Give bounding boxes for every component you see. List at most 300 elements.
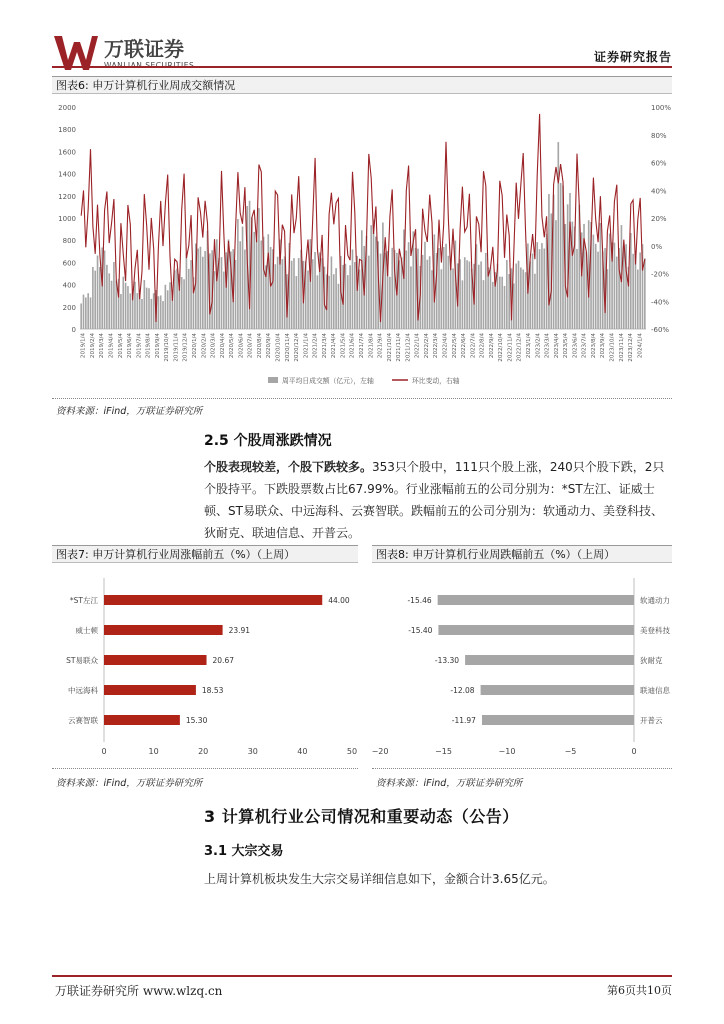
fig6-bar: [80, 303, 82, 329]
fig6-bar: [501, 277, 503, 329]
fig7-bar: [104, 655, 207, 665]
fig6-bar: [478, 265, 480, 329]
fig6-bar: [410, 266, 412, 329]
fig6-x-tick-label: 2021/7/4: [359, 333, 365, 359]
fig6-x-tick-label: 2023/2/4: [535, 333, 542, 359]
fig8-category-label: 联迪信息: [640, 686, 670, 695]
fig6-x-tick-label: 2019/5/4: [117, 333, 124, 359]
fig6-bar: [438, 248, 440, 329]
fig6-right-tick: -60%: [651, 326, 670, 334]
fig6-bar: [188, 269, 190, 329]
fig8-category-label: 开普云: [640, 716, 663, 725]
fig6-x-tick-label: 2023/8/4: [591, 333, 597, 359]
fig6-bar: [258, 208, 260, 329]
fig6-bar: [499, 277, 501, 329]
fig6-bar: [520, 267, 522, 329]
fig8-category-label: 软通动力: [640, 596, 670, 605]
fig6-bar: [557, 142, 559, 329]
fig7-bar: [104, 595, 322, 605]
fig6-bar: [373, 220, 375, 329]
section-2-5-line-2: 个股持平。下跌股票数占比67.99%。行业涨幅前五的公司分别为：*ST左江、证威士: [204, 482, 655, 496]
fig6-bar: [597, 252, 599, 329]
fig6-bar: [515, 264, 517, 329]
top-gainers-chart: [52, 566, 358, 762]
fig7-x-tick: 20: [198, 747, 209, 756]
fig8-value-label: -12.08: [450, 686, 475, 695]
fig6-x-tick-label: 2022/6/4: [461, 333, 468, 359]
fig6-bar: [136, 293, 138, 329]
fig6-bar: [106, 265, 108, 329]
fig6-bar: [333, 274, 335, 329]
fig6-bar: [169, 282, 171, 329]
fig6-right-tick: 0%: [651, 242, 663, 251]
fig6-bar: [576, 249, 578, 329]
fig6-bar: [94, 271, 96, 329]
fig6-x-tick-label: 2019/7/4: [136, 332, 143, 359]
fig6-left-tick: 0: [71, 326, 76, 334]
fig6-bar: [165, 285, 167, 329]
fig6-x-tick-label: 2019/6/4: [127, 332, 133, 359]
fig6-bar: [183, 279, 185, 329]
fig6-bar: [431, 270, 433, 329]
section-3-1-body: 上周计算机板块发生大宗交易详细信息如下，金额合计3.65亿元。: [204, 872, 555, 886]
fig6-divider: [52, 398, 672, 399]
fig6-bar: [345, 264, 347, 329]
fig8-category-label: 狄耐克: [640, 656, 663, 665]
fig6-bar: [312, 259, 314, 329]
top-losers-chart: [372, 566, 672, 762]
fig6-bar: [504, 286, 506, 329]
fig6-bar: [99, 267, 101, 329]
fig6-x-tick-label: 2022/3/4: [433, 332, 440, 359]
fig6-bar: [370, 225, 372, 329]
fig6-bar: [424, 242, 426, 329]
fig6-bar: [244, 250, 246, 329]
fig6-bar: [298, 258, 300, 329]
fig6-bar: [480, 261, 482, 329]
section-3-heading: 3 计算机行业公司情况和重要动态（公告）: [204, 807, 519, 826]
fig8-bar: [438, 595, 634, 605]
fig6-x-tick-label: 2024/1/4: [637, 333, 644, 359]
fig6-left-tick: 400: [62, 281, 76, 290]
fig8-value-label: -11.97: [451, 716, 476, 725]
fig6-bar: [260, 241, 262, 329]
fig6-bar: [536, 242, 538, 329]
fig6-bar: [405, 251, 407, 329]
fig6-bar: [176, 269, 178, 329]
fig6-bar: [239, 241, 241, 329]
fig6-x-tick-label: 2021/8/4: [368, 333, 375, 359]
fig6-bar: [464, 257, 466, 329]
fig6-bar: [632, 254, 634, 329]
fig6-left-tick: 1800: [58, 126, 76, 135]
fig6-bar: [609, 233, 611, 329]
fig6-bar: [506, 260, 508, 329]
fig6-bar: [204, 251, 206, 329]
fig6-x-tick-label: 2020/7/4: [247, 333, 254, 359]
report-type-label: 证券研究报告: [593, 50, 672, 64]
section-2-5-line-1: [204, 456, 672, 478]
fig6-bar: [314, 252, 316, 329]
fig6-x-tick-label: 2022/11/4: [507, 333, 514, 362]
fig6-x-tick-label: 2019/4/4: [108, 333, 115, 359]
fig6-left-tick: 800: [62, 237, 76, 246]
fig6-x-tick-label: 2019/12/4: [182, 332, 189, 362]
fig6-x-tick-label: 2022/9/4: [488, 332, 495, 359]
fig6-bar: [197, 249, 199, 329]
fig6-bar: [85, 297, 87, 329]
fig6-bar: [532, 254, 534, 329]
fig6-x-tick-label: 2021/2/4: [312, 332, 319, 359]
fig6-bar: [148, 288, 150, 329]
fig6-bar: [443, 247, 445, 329]
fig6-bar: [214, 271, 216, 329]
fig6-left-tick: 1000: [58, 215, 76, 223]
fig6-bar: [162, 301, 164, 329]
fig6-bar: [384, 253, 386, 329]
fig6-bar: [104, 251, 106, 329]
fig8-x-tick: −10: [498, 747, 516, 756]
fig7-x-tick: 40: [297, 747, 308, 756]
fig6-x-tick-label: 2023/6/4: [572, 332, 579, 359]
fig6-bar: [83, 295, 85, 329]
fig6-bar: [321, 258, 323, 329]
fig6-x-tick-label: 2023/12/4: [628, 333, 635, 362]
fig7-bar: [104, 625, 223, 635]
fig6-bar: [202, 257, 204, 329]
fig6-bar: [426, 260, 428, 329]
section-2-5-line-4: 狄耐克、联迪信息、开普云。: [204, 526, 361, 540]
fig8-bar: [482, 715, 634, 725]
footer-page-number: 第6页共10页: [607, 984, 672, 997]
section-2-5-heading: 2.5 个股周涨跌情况: [204, 433, 332, 449]
fig6-x-tick-label: 2020/2/4: [201, 333, 208, 359]
fig6-bar: [408, 242, 410, 329]
fig6-bar: [469, 261, 471, 329]
fig6-x-tick-label: 2020/3/4: [210, 332, 217, 359]
fig6-x-tick-label: 2022/5/4: [451, 333, 458, 359]
fig7-x-tick: 10: [148, 747, 159, 756]
fig6-bar: [352, 249, 354, 329]
fig6-bar: [448, 256, 450, 329]
fig6-x-tick-label: 2019/2/4: [89, 332, 96, 359]
fig7-value-label: 18.53: [201, 686, 224, 695]
fig6-x-tick-label: 2020/9/4: [266, 332, 273, 359]
fig6-right-tick: 100%: [651, 104, 672, 112]
section-2-5-line-1-text: 353只个股中，111只个股上涨，240只个股下跌，2只: [372, 460, 665, 474]
fig6-x-tick-label: 2019/1/4: [80, 332, 87, 359]
footer-divider: [52, 975, 672, 977]
fig6-x-tick-label: 2020/12/4: [294, 332, 300, 362]
fig8-x-tick: −15: [435, 747, 452, 756]
fig6-bar: [569, 193, 571, 329]
fig6-bar: [637, 270, 639, 329]
fig7-bar: [104, 715, 180, 725]
fig6-right-tick: 40%: [651, 187, 667, 196]
fig6-x-tick-label: 2021/5/4: [340, 332, 347, 359]
fig6-bar: [490, 267, 492, 329]
fig6-x-tick-label: 2021/4/4: [331, 333, 338, 359]
fig6-bar: [560, 183, 562, 329]
fig6-bar: [317, 275, 319, 329]
fig6-x-tick-label: 2022/1/4: [414, 333, 421, 359]
footer-website: 万联证券研究所 www.wlzq.cn: [55, 984, 223, 998]
fig6-x-tick-label: 2019/3/4: [99, 333, 106, 359]
fig6-bar: [541, 243, 543, 329]
fig6-x-tick-label: 2020/10/4: [275, 333, 282, 362]
fig6-bar: [462, 280, 464, 329]
fig6-x-tick-label: 2023/11/4: [618, 332, 625, 362]
fig6-bar: [291, 261, 293, 329]
fig6-x-tick-label: 2021/1/4: [303, 332, 310, 359]
fig6-bar: [146, 288, 148, 329]
fig8-x-tick: −20: [372, 747, 389, 756]
fig6-x-tick-label: 2019/10/4: [164, 332, 171, 362]
fig6-bar: [466, 260, 468, 329]
fig6-right-tick: 80%: [651, 131, 667, 140]
fig6-bar: [534, 274, 536, 329]
fig6-bar: [253, 232, 255, 329]
fig7-value-label: 15.30: [185, 716, 208, 725]
fig6-bar: [595, 244, 597, 329]
fig6-legend-line-label: 环比变动，右轴: [412, 377, 460, 385]
fig6-left-tick: 1400: [58, 170, 76, 179]
fig6-bar: [256, 239, 258, 329]
fig6-bar: [452, 268, 454, 329]
fig6-x-tick-label: 2020/6/4: [238, 333, 245, 359]
fig6-bar: [600, 223, 602, 329]
fig6-legend-bar-swatch: [268, 377, 278, 383]
section-2-5-line-3: 顿、ST易联众、中远海科、云赛智联。跌幅前五的公司分别为：软通动力、美登科技、: [204, 504, 663, 518]
fig6-x-tick-label: 2019/8/4: [145, 333, 152, 359]
fig6-bar: [249, 201, 251, 329]
fig6-left-tick: 1600: [58, 148, 76, 157]
fig6-x-tick-label: 2020/8/4: [256, 332, 263, 359]
fig7-bar: [104, 685, 196, 695]
fig6-x-tick-label: 2023/4/4: [553, 333, 560, 359]
section-2-5-body: [204, 456, 672, 544]
fig6-bar: [485, 253, 487, 329]
fig6-bar: [361, 230, 363, 329]
fig8-value-label: -15.46: [407, 596, 432, 605]
fig6-bar: [127, 286, 129, 329]
fig6-bar: [186, 254, 188, 329]
fig6-bar: [644, 258, 646, 329]
fig6-bar: [639, 252, 641, 329]
fig6-bar: [277, 257, 279, 329]
fig8-x-tick: −5: [564, 747, 577, 756]
fig6-bar: [422, 255, 424, 329]
fig6-bar: [445, 244, 447, 329]
fig8-value-label: -15.40: [408, 626, 433, 635]
fig6-x-tick-label: 2021/9/4: [377, 333, 384, 359]
section-2-5-lead: 个股表现较差，个股下跌较多。: [204, 460, 373, 474]
fig7-value-label: 20.67: [212, 656, 235, 665]
fig6-bar: [349, 265, 351, 329]
fig6-bar: [141, 299, 143, 329]
fig6-x-tick-label: 2019/11/4: [173, 332, 180, 362]
fig6-bar: [134, 282, 136, 329]
fig6-x-tick-label: 2021/10/4: [386, 332, 393, 362]
fig6-bar: [270, 247, 272, 329]
fig6-bar: [614, 243, 616, 329]
fig7-source: 资料来源：iFind，万联证券研究所: [56, 778, 203, 789]
fig6-bar: [281, 259, 283, 329]
fig6-bar: [242, 227, 244, 329]
fig6-bar: [483, 280, 485, 329]
fig6-left-tick: 600: [62, 259, 76, 268]
fig6-bar: [108, 273, 110, 329]
fig6-x-tick-label: 2023/5/4: [563, 332, 570, 359]
fig6-bar: [555, 220, 557, 329]
fig7-value-label: 23.91: [228, 626, 251, 635]
fig6-bar: [151, 299, 153, 329]
fig6-bar: [391, 248, 393, 329]
fig6-bar: [389, 277, 391, 329]
fig6-x-tick-label: 2022/2/4: [424, 333, 430, 359]
fig6-bar: [274, 264, 276, 329]
fig7-divider: [52, 768, 358, 769]
fig6-bar: [87, 293, 89, 329]
fig6-bar: [368, 256, 370, 329]
fig6-bar: [459, 259, 461, 329]
fig6-bar: [522, 269, 524, 329]
fig6-left-tick: 1200: [58, 192, 76, 201]
fig6-bar: [153, 293, 155, 329]
fig6-bar: [120, 294, 122, 329]
fig7-category-label: ST易联众: [66, 656, 98, 665]
fig6-bar: [293, 258, 295, 329]
fig7-category-label: 中远海科: [68, 686, 98, 695]
fig7-x-tick: 30: [247, 747, 258, 756]
fig6-bar: [492, 282, 494, 329]
fig6-x-tick-label: 2023/10/4: [609, 332, 616, 362]
fig8-source: 资料来源：iFind，万联证券研究所: [376, 778, 523, 789]
fig8-divider: [372, 768, 672, 769]
fig6-bar: [111, 281, 113, 329]
fig8-x-tick: 0: [631, 747, 637, 756]
fig6-x-tick-label: 2023/3/4: [544, 333, 551, 359]
fig6-x-tick-label: 2022/8/4: [479, 332, 486, 359]
fig8-bar: [438, 625, 634, 635]
fig6-bar: [375, 237, 377, 329]
fig7-category-label: 云赛智联: [68, 716, 98, 725]
fig7-category-label: 威士顿: [75, 626, 98, 635]
fig6-right-tick: 60%: [651, 159, 667, 168]
fig6-x-tick-label: 2023/9/4: [600, 332, 607, 359]
fig6-right-tick: -40%: [651, 298, 670, 307]
fig6-x-tick-label: 2021/3/4: [321, 333, 328, 359]
fig6-bar: [267, 234, 269, 329]
fig6-bar: [331, 256, 333, 329]
fig6-legend-bar-label: 周平均日成交额（亿元），左轴: [282, 377, 374, 385]
fig6-right-tick: 20%: [651, 215, 667, 223]
fig6-bar: [328, 276, 330, 329]
fig7-value-label: 44.00: [328, 596, 350, 605]
fig6-x-tick-label: 2020/11/4: [284, 333, 291, 362]
logo-brand-cn: 万联证券: [104, 37, 184, 61]
fig6-x-tick-label: 2019/9/4: [154, 333, 161, 359]
fig6-bar: [616, 257, 618, 329]
fig6-bar: [129, 293, 131, 329]
fig6-bar: [158, 296, 160, 329]
fig7-title: 图表7: 申万计算机行业周涨幅前五（%）（上周）: [52, 545, 358, 563]
fig6-bar: [122, 277, 124, 329]
fig6-bar: [429, 256, 431, 329]
fig6-bar: [450, 260, 452, 329]
fig6-bar: [113, 262, 115, 329]
fig6-x-tick-label: 2023/7/4: [581, 333, 588, 359]
fig6-bar: [593, 235, 595, 329]
fig6-x-tick-label: 2021/6/4: [349, 332, 356, 359]
fig6-bar: [90, 297, 92, 329]
fig6-bar: [335, 268, 337, 329]
fig6-x-tick-label: 2022/12/4: [516, 332, 523, 362]
fig6-bar: [508, 274, 510, 329]
fig6-x-tick-label: 2020/1/4: [192, 333, 198, 359]
fig8-value-label: -13.30: [434, 656, 460, 665]
fig6-bar: [338, 284, 340, 329]
fig6-bar: [354, 262, 356, 329]
fig6-right-tick: -20%: [651, 270, 670, 279]
fig6-bar: [518, 261, 520, 329]
fig7-category-label: *ST左江: [69, 596, 98, 605]
fig6-left-tick: 200: [62, 303, 76, 312]
fig6-bar: [221, 257, 223, 329]
fig8-category-label: 美登科技: [640, 626, 670, 635]
fig6-bar: [513, 283, 515, 329]
fig6-bar: [359, 269, 361, 329]
fig6-bar: [92, 267, 94, 329]
fig6-x-tick-label: 2021/11/4: [396, 332, 403, 362]
fig8-title: 图表8: 申万计算机行业周跌幅前五（%）（上周）: [372, 545, 672, 563]
fig6-bar: [143, 280, 145, 329]
fig6-x-tick-label: 2023/1/4: [526, 332, 532, 359]
fig6-bar: [630, 233, 632, 329]
fig6-source: 资料来源：iFind，万联证券研究所: [56, 406, 203, 417]
fig6-bar: [525, 272, 527, 329]
fig7-x-tick: 50: [346, 747, 358, 756]
fig6-x-tick-label: 2020/4/4: [219, 332, 226, 359]
fig8-bar: [481, 685, 634, 695]
fig6-bar: [125, 283, 127, 329]
fig6-bar: [160, 295, 162, 329]
weekly-turnover-chart: [52, 95, 672, 395]
fig6-left-tick: 2000: [58, 104, 76, 112]
fig7-x-tick: 0: [101, 747, 107, 756]
fig6-bar: [307, 270, 309, 329]
fig6-bar: [190, 260, 192, 329]
fig6-bar: [167, 290, 169, 329]
fig6-x-tick-label: 2022/4/4: [442, 332, 449, 359]
fig6-bar: [543, 248, 545, 329]
fig6-x-tick-label: 2021/12/4: [405, 333, 412, 362]
fig6-bar: [216, 239, 218, 329]
fig6-bar: [223, 272, 225, 329]
fig6-bar: [607, 269, 609, 329]
fig6-bar: [572, 222, 574, 329]
fig6-x-tick-label: 2020/5/4: [229, 333, 236, 359]
fig6-bar: [181, 277, 183, 329]
fig6-bar: [237, 219, 239, 329]
header-divider: [52, 66, 672, 68]
section-3-1-heading: 3.1 大宗交易: [204, 844, 284, 859]
fig6-bar: [235, 260, 237, 329]
fig8-bar: [465, 655, 634, 665]
fig6-bar: [441, 269, 443, 329]
fig6-bar: [347, 275, 349, 329]
fig6-bar: [296, 276, 298, 329]
